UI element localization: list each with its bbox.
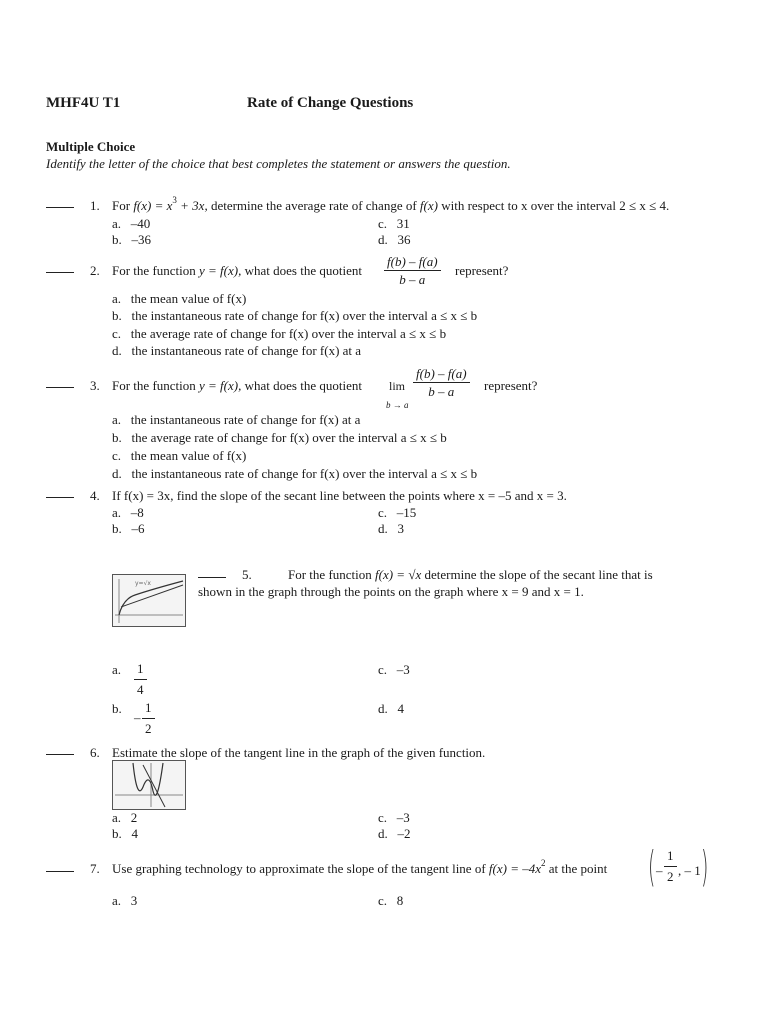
choice-d[interactable]: d. 4: [378, 701, 404, 716]
question-5-line1: For the function f(x) = √x determine the slope of the secant line that is: [288, 567, 653, 582]
choice-b-fraction: $\frac{1}{2}$: [142, 700, 155, 737]
quotient-fraction: $\frac{f(b) - f(a)}{b - a}$: [384, 254, 441, 287]
choice-b[interactable]: b.: [112, 701, 122, 716]
question-number-3: 3.: [90, 378, 100, 393]
answer-blank-7[interactable]: [46, 860, 74, 876]
limit-subscript: b → a: [386, 400, 409, 410]
choice-d[interactable]: d. the instantaneous rate of change for f(x) over the interval a ≤ x ≤ b: [112, 466, 478, 481]
question-6-text: Estimate the slope of the tangent line in the graph of the given function.: [112, 745, 486, 760]
answer-blank-3[interactable]: [46, 376, 74, 392]
question-number-4: 4.: [90, 488, 100, 503]
question-2-text: For the function y = f(x), what does the quotient: [112, 263, 362, 278]
choice-b[interactable]: b. the instantaneous rate of change for f(x) over the interval a ≤ x ≤ b: [112, 308, 478, 323]
choice-a-fraction: $\frac{1}{4}$: [134, 661, 147, 698]
choice-c[interactable]: c. 31: [378, 216, 410, 231]
choice-d[interactable]: d. –2: [378, 826, 411, 841]
choice-a[interactable]: a.: [112, 662, 122, 677]
tangent-line-graph: [112, 760, 186, 810]
choice-a[interactable]: a. the instantaneous rate of change for f(x) at a: [112, 412, 361, 427]
choice-a[interactable]: a. 2: [112, 810, 138, 825]
choice-d[interactable]: d. 36: [378, 232, 411, 247]
page-title: Rate of Change Questions: [247, 95, 414, 111]
answer-blank-2[interactable]: [46, 261, 74, 277]
answer-blank-1[interactable]: [46, 196, 74, 212]
question-number-6: 6.: [90, 745, 100, 760]
section-heading: Multiple Choice: [46, 139, 136, 154]
question-5-line2: shown in the graph through the points on the graph where x = 9 and x = 1.: [198, 584, 584, 599]
point-fraction: $\frac{1}{2}$: [664, 848, 677, 885]
choice-c[interactable]: c. –3: [378, 662, 410, 677]
choice-a[interactable]: a. the mean value of f(x): [112, 291, 247, 306]
question-7-text: Use graphing technology to approximate the slope of the tangent line of $f(x) = -4x^2$ at the point: [112, 858, 608, 876]
choice-a[interactable]: a. –40: [112, 216, 151, 231]
answer-blank-6[interactable]: [46, 743, 74, 759]
point-tail: , – 1: [678, 863, 701, 878]
choice-b[interactable]: b. the average rate of change for f(x) over the interval a ≤ x ≤ b: [112, 430, 447, 445]
choice-d[interactable]: d. the instantaneous rate of change for f(x) at a: [112, 343, 362, 358]
sqrt-secant-graph: [112, 574, 186, 627]
question-2-tail: represent?: [455, 263, 509, 278]
choice-c[interactable]: c. 8: [378, 893, 404, 908]
left-paren: (: [648, 842, 656, 891]
right-paren: ): [701, 842, 709, 891]
question-number-2: 2.: [90, 263, 100, 278]
course-code: MHF4U T1: [46, 95, 121, 111]
choice-c[interactable]: c. –3: [378, 810, 410, 825]
choice-a[interactable]: a. –8: [112, 505, 144, 520]
choice-a[interactable]: a. 3: [112, 893, 138, 908]
choice-c[interactable]: c. –15: [378, 505, 417, 520]
question-number-5: 5.: [242, 567, 252, 582]
answer-blank-4[interactable]: [46, 486, 74, 502]
question-number-1: 1.: [90, 198, 100, 213]
choice-b[interactable]: b. –6: [112, 521, 145, 536]
point-sign: –: [656, 863, 663, 878]
question-3-text: For the function y = f(x), what does the quotient: [112, 378, 362, 393]
graph-plot: [113, 575, 185, 626]
choice-b-sign: –: [134, 710, 141, 725]
section-instructions: Identify the letter of the choice that best completes the statement or answers the question.: [46, 156, 511, 171]
choice-c[interactable]: c. the mean value of f(x): [112, 448, 247, 463]
question-4-text: If f(x) = 3x, find the slope of the secant line between the points where x = –5 and x = 3.: [112, 488, 567, 503]
graph-label: y=√x: [135, 580, 151, 587]
choice-b[interactable]: b. 4: [112, 826, 138, 841]
answer-blank-5[interactable]: [198, 566, 226, 582]
question-1-text: For $f(x) = x^3 + 3x$, determine the average rate of change of f(x) with respect to x over the interval 2 ≤ x ≤ 4.: [112, 195, 670, 213]
graph-plot: [113, 761, 185, 809]
question-3-tail: represent?: [484, 378, 538, 393]
quotient-fraction: $\frac{f(b) - f(a)}{b - a}$: [413, 366, 470, 399]
choice-d[interactable]: d. 3: [378, 521, 404, 536]
choice-c[interactable]: c. the average rate of change for f(x) over the interval a ≤ x ≤ b: [112, 326, 447, 341]
limit-operator: lim: [389, 379, 406, 393]
choice-b[interactable]: b. –36: [112, 232, 151, 247]
question-number-7: 7.: [90, 861, 100, 876]
